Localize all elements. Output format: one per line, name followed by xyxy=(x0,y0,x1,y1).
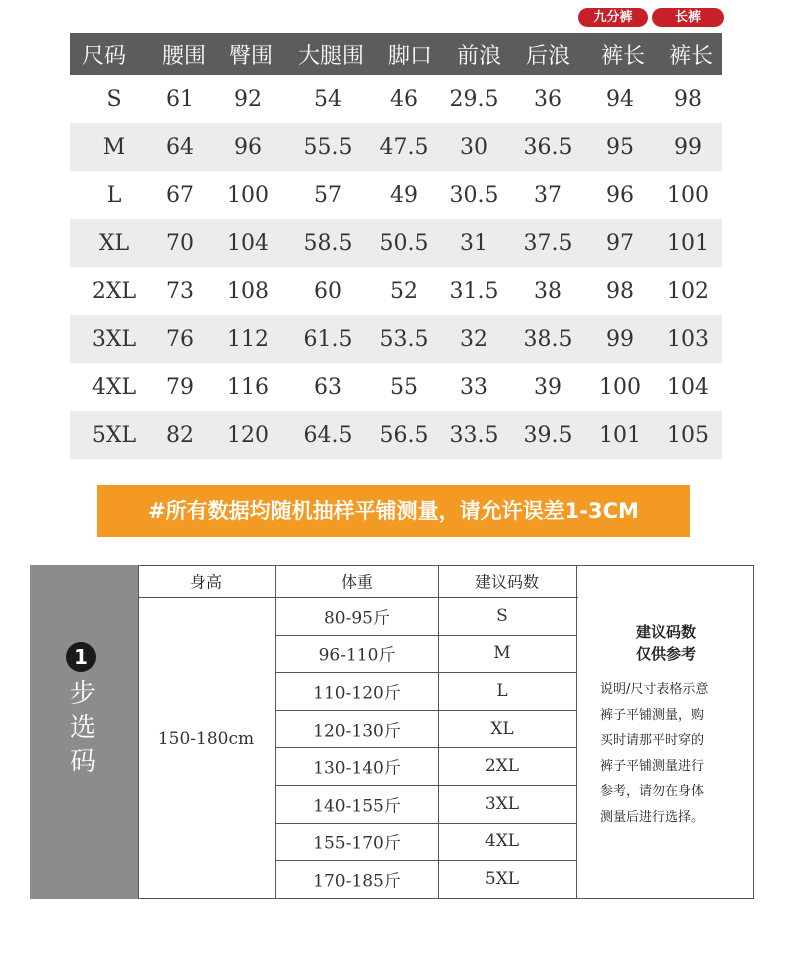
cell-long-length: 101 xyxy=(667,230,709,256)
cell-waist: 79 xyxy=(166,374,194,400)
weight-range: 120-130斤 xyxy=(313,721,401,742)
cell-hip: 96 xyxy=(234,134,262,160)
cell-front-rise: 33.5 xyxy=(449,422,499,448)
cell-cropped-length: 94 xyxy=(606,86,634,112)
note-title xyxy=(578,621,754,665)
cell-hip: 116 xyxy=(227,374,269,400)
header-suggested-size: 建议码数 xyxy=(474,572,540,592)
table-row xyxy=(70,363,722,411)
cell-long-length: 103 xyxy=(667,326,709,352)
cell-back-rise: 39 xyxy=(534,374,562,400)
measurement-notice-banner: #所有数据均随机抽样平铺测量，请允许误差1-3CM xyxy=(97,485,690,537)
cell-size: 3XL xyxy=(91,326,137,352)
cell-waist: 76 xyxy=(166,326,194,352)
note-line: 裤子平铺测量，购 xyxy=(600,707,705,723)
cell-waist: 67 xyxy=(166,182,194,208)
cell-size: S xyxy=(106,86,122,112)
note-line: 买时请那平时穿的 xyxy=(600,733,705,748)
cell-long-length: 102 xyxy=(667,278,709,304)
weight-range: 80-95斤 xyxy=(323,608,391,629)
cell-front-rise: 33 xyxy=(460,374,488,400)
cell-cropped-length: 97 xyxy=(606,230,634,256)
suggested-size: L xyxy=(496,681,508,701)
long-pants-tag: 长裤 xyxy=(652,8,724,27)
cell-long-length: 100 xyxy=(667,182,709,208)
size-recommendation-table xyxy=(30,565,754,899)
cell-cropped-length: 101 xyxy=(599,422,641,448)
cell-cropped-length: 98 xyxy=(606,278,634,304)
cell-waist: 64 xyxy=(166,134,194,160)
cell-waist: 73 xyxy=(166,278,194,304)
suggested-size: 5XL xyxy=(484,869,520,889)
table-row xyxy=(70,267,722,315)
header-waist: 腰围 xyxy=(161,43,207,69)
header-cropped-length: 裤长 xyxy=(600,43,646,69)
cell-front-rise: 30.5 xyxy=(449,182,499,208)
cell-thigh: 58.5 xyxy=(303,230,353,256)
size-chart-table xyxy=(70,33,722,459)
cell-hip: 112 xyxy=(227,326,269,352)
note-title-line-1: 建议码数 xyxy=(635,623,696,641)
cell-size: M xyxy=(102,134,126,160)
header-front-rise: 前浪 xyxy=(456,43,502,69)
note-description xyxy=(600,677,740,830)
note-line: 测量后进行选择。 xyxy=(600,809,705,825)
cell-front-rise: 31 xyxy=(460,230,488,256)
header-weight: 体重 xyxy=(340,572,374,592)
suggested-size: XL xyxy=(490,718,514,739)
height-range: 150-180cm xyxy=(157,729,255,749)
cell-thigh: 60 xyxy=(314,278,342,304)
table-row xyxy=(70,123,722,171)
cell-back-rise: 36.5 xyxy=(523,134,573,160)
cell-long-length: 99 xyxy=(674,134,702,160)
header-thigh: 大腿围 xyxy=(297,43,365,69)
suggested-size: 2XL xyxy=(484,756,520,777)
table-row xyxy=(70,75,722,123)
cell-front-rise: 31.5 xyxy=(449,278,499,304)
cell-back-rise: 36 xyxy=(534,86,562,112)
note-title-line-2: 仅供参考 xyxy=(635,645,696,663)
table-row xyxy=(70,411,722,459)
cell-leg-opening: 49 xyxy=(390,182,418,208)
cell-cropped-length: 95 xyxy=(606,134,634,160)
cell-long-length: 98 xyxy=(674,86,702,112)
cell-thigh: 57 xyxy=(314,182,342,208)
table-row xyxy=(70,315,722,363)
cell-leg-opening: 55 xyxy=(390,374,418,400)
cell-leg-opening: 56.5 xyxy=(379,422,429,448)
cell-long-length: 105 xyxy=(667,422,709,448)
suggested-size: 4XL xyxy=(484,831,520,852)
note-line: 裤子平铺测量进行 xyxy=(600,758,705,774)
header-size: 尺码 xyxy=(81,43,127,69)
size-chart-header-row xyxy=(70,33,722,75)
cell-hip: 92 xyxy=(234,86,262,112)
cell-hip: 108 xyxy=(227,278,269,304)
weight-range: 96-110斤 xyxy=(318,645,396,666)
cell-waist: 61 xyxy=(166,86,194,112)
note-line: 说明/尺寸表格示意 xyxy=(600,682,709,697)
weight-range: 140-155斤 xyxy=(313,796,401,817)
cell-size: 4XL xyxy=(91,374,137,400)
cell-size: 2XL xyxy=(91,278,137,304)
cell-cropped-length: 100 xyxy=(599,374,641,400)
cell-size: 5XL xyxy=(91,422,137,448)
table-row xyxy=(70,219,722,267)
cell-waist: 70 xyxy=(166,230,194,256)
step-label: 步选码 xyxy=(69,679,96,777)
cell-hip: 120 xyxy=(227,422,269,448)
cell-thigh: 54 xyxy=(314,86,342,112)
cell-thigh: 61.5 xyxy=(303,326,353,352)
cropped-pants-tag: 九分裤 xyxy=(578,8,648,27)
weight-range: 130-140斤 xyxy=(313,758,401,779)
suggested-size: 3XL xyxy=(484,793,520,814)
step-sidebar xyxy=(30,565,138,899)
cell-back-rise: 37.5 xyxy=(523,230,573,256)
cell-leg-opening: 52 xyxy=(390,278,418,304)
cell-waist: 82 xyxy=(166,422,194,448)
suggested-size: M xyxy=(493,643,511,664)
cell-leg-opening: 46 xyxy=(390,86,418,112)
cell-front-rise: 30 xyxy=(460,134,488,160)
cell-leg-opening: 53.5 xyxy=(379,326,429,352)
cell-long-length: 104 xyxy=(667,374,709,400)
cell-front-rise: 32 xyxy=(460,326,488,352)
cell-back-rise: 37 xyxy=(534,182,562,208)
cell-back-rise: 39.5 xyxy=(523,422,573,448)
cell-thigh: 55.5 xyxy=(303,134,353,160)
header-back-rise: 后浪 xyxy=(525,43,571,69)
cell-leg-opening: 50.5 xyxy=(379,230,429,256)
cell-hip: 100 xyxy=(227,182,269,208)
step-number-badge: 1 xyxy=(66,642,96,672)
header-height: 身高 xyxy=(189,572,223,592)
weight-range: 155-170斤 xyxy=(313,833,401,854)
cell-leg-opening: 47.5 xyxy=(379,134,429,160)
weight-range: 170-185斤 xyxy=(313,871,401,892)
header-hip: 臀围 xyxy=(228,43,274,69)
header-leg-opening: 脚口 xyxy=(387,43,433,69)
header-long-length: 裤长 xyxy=(668,43,714,69)
cell-back-rise: 38 xyxy=(534,278,562,304)
cell-front-rise: 29.5 xyxy=(449,86,499,112)
cell-size: XL xyxy=(98,230,130,256)
weight-range: 110-120斤 xyxy=(313,683,401,704)
cell-thigh: 64.5 xyxy=(303,422,353,448)
table-row xyxy=(70,171,722,219)
cell-hip: 104 xyxy=(227,230,269,256)
cell-back-rise: 38.5 xyxy=(523,326,573,352)
note-line: 参考，请勿在身体 xyxy=(600,784,705,799)
suggested-size: S xyxy=(496,605,508,626)
cell-thigh: 63 xyxy=(314,374,342,400)
cell-cropped-length: 99 xyxy=(606,326,634,352)
cell-size: L xyxy=(106,182,122,208)
cell-cropped-length: 96 xyxy=(606,182,634,208)
